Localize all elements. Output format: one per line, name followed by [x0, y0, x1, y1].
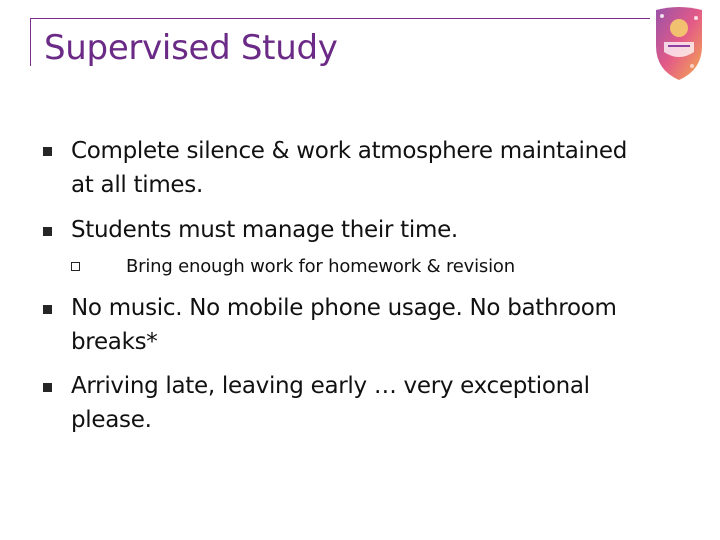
bullet-text: Arriving late, leaving early … very exceptional: [71, 373, 590, 399]
bullet-text: breaks*: [71, 329, 158, 355]
bullet-text: Complete silence & work atmosphere maintained: [71, 138, 628, 164]
sub-bullet-marker: [71, 262, 80, 271]
bullet-marker: [43, 227, 52, 236]
bullet-marker: [43, 305, 52, 314]
bullet-text: No music. No mobile phone usage. No bathroom: [71, 295, 617, 321]
bullet-text: at all times.: [71, 172, 203, 198]
sub-bullet-text: Bring enough work for homework & revision: [126, 256, 515, 277]
bullet-marker: [43, 147, 52, 156]
bullet-marker: [43, 383, 52, 392]
bullet-text: Students must manage their time.: [71, 217, 458, 243]
slide-title: Supervised Study: [44, 28, 338, 68]
bullet-text: please.: [71, 407, 152, 433]
